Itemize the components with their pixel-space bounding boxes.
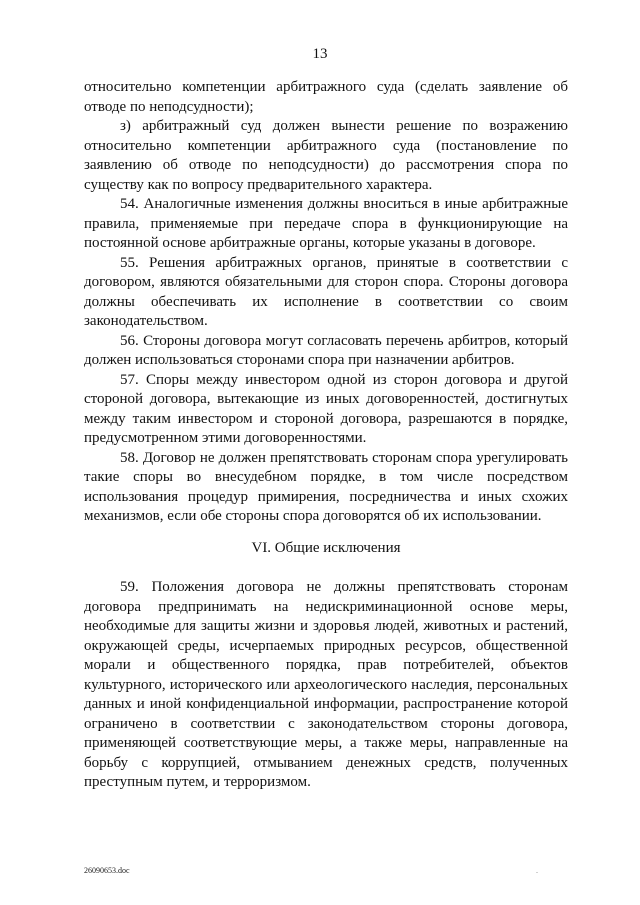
paragraph-56: 56. Стороны договора могут согласовать перечень арбитров, который должен использоваться сторонами спора при назначении арбитров. <box>84 332 568 368</box>
paragraph-59: 59. Положения договора не должны препятствовать сторонам договора предпринимать на недискриминационной основе меры, необходимые для защиты жизни и здоровья людей, животных и растений, окружающей среды, исчерпаемых природных ресурсов, общественной морали и общественного порядка, прав потребителей, объектов культурного, исторического или археологического наследия, персональных данных и иной конфиденциальной информации, распространение которой ограничено в соответствии с законодательством стороны договора, применяющей соответствующие меры, а также меры, направленные на борьбу с коррупцией, отмыванием денежных средств, полученных преступным путем, и терроризмом. <box>84 579 568 790</box>
paragraph-57: 57. Споры между инвестором одной из сторон договора и другой стороной договора, вытекающие из иных договоренностей, достигнутых между таким инвестором и стороной договора, разрешаются в порядке, предусмотренном этими договоренностями. <box>84 371 568 446</box>
paragraph-continuation: относительно компетенции арбитражного суда (сделать заявление об отводе по неподсудности); <box>84 79 568 115</box>
paragraph-55: 55. Решения арбитражных органов, принятые в соответствии с договором, являются обязательными для сторон спора. Стороны договора должны обеспечивать их исполнение в соответствии со своим законодательством. <box>84 254 568 329</box>
footer-file-name: 26090653.doc <box>84 866 130 875</box>
paragraph-58: 58. Договор не должен препятствовать сторонам спора урегулировать такие споры во внесудебном порядке, в том числе посредством использования процедур примирения, посредничества и иных схожих механизмов, если обе стороны спора договорятся об их использовании. <box>84 449 568 524</box>
footer-mark: . <box>536 866 538 875</box>
document-body <box>84 78 568 793</box>
paragraph-item-z: з) арбитражный суд должен вынести решение по возражению относительно компетенции арбитражного суда (постановление по заявлению об отводе по неподсудности) до рассмотрения спора по существу как по вопросу предварительного характера. <box>84 118 568 193</box>
paragraph-54: 54. Аналогичные изменения должны вноситься в иные арбитражные правила, применяемые при передаче спора в функционирующие на постоянной основе арбитражные органы, которые указаны в договоре. <box>84 196 568 251</box>
section-heading: VI. Общие исключения <box>251 539 401 556</box>
page-number: 13 <box>312 46 328 62</box>
